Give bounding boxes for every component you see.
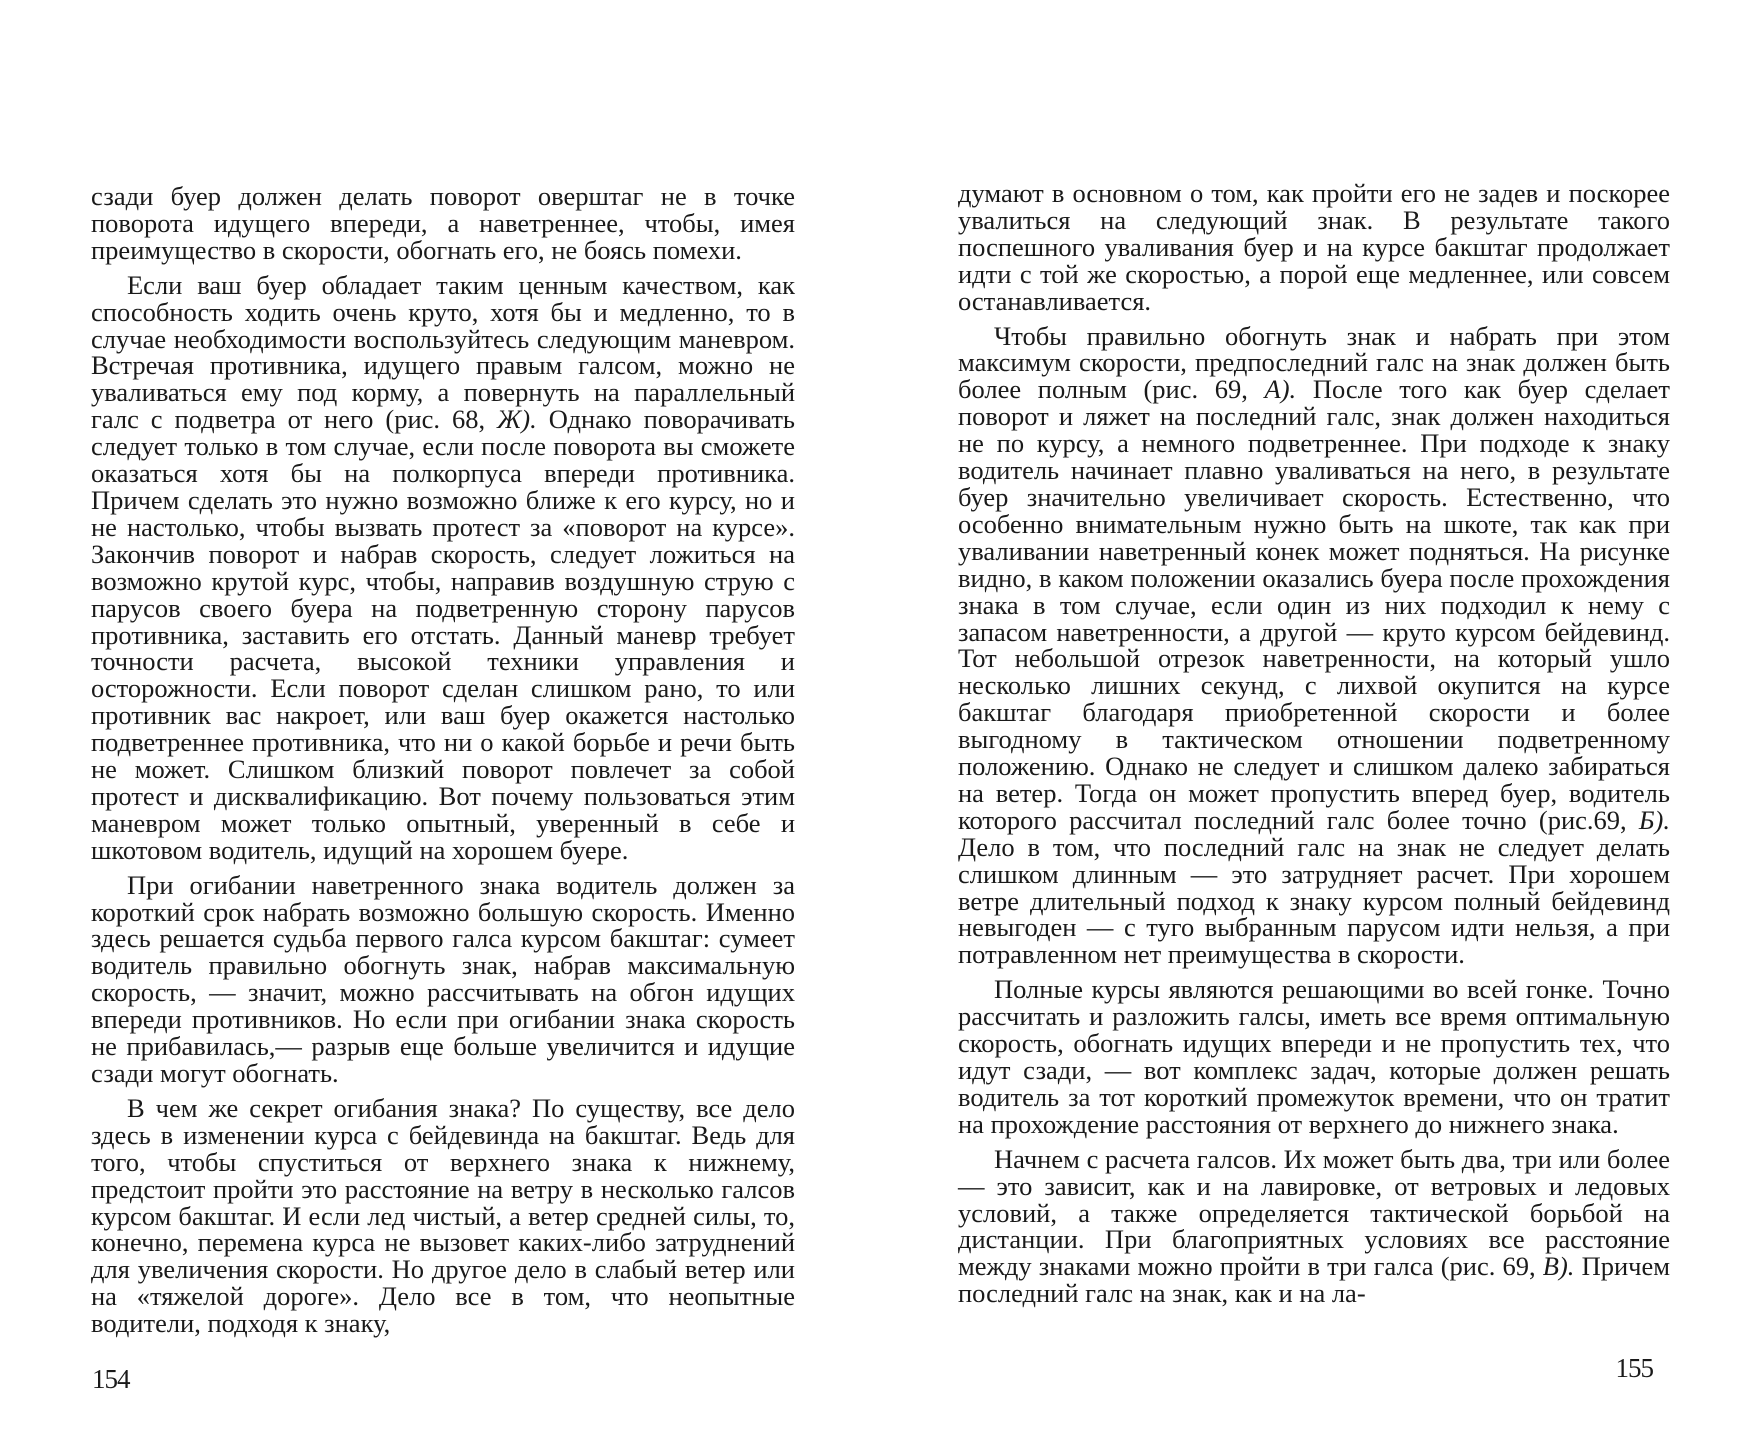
- paragraph-text: После того как буер сделает поворот и ляжет на последний галс, знак должен находиться не по курсу, а немного подветреннее. При подходе к знаку водитель начинает плавно уваливаться на него, в результате буер значительно увеличивает скорость. Естественно, что особенно внимательным нужно быть на шкоте, так как при уваливании наветренный конек может подняться. На рисунке видно, в каком положении оказались буера после прохождения знака в том случае, если один из них подходил к нему с запасом наветренности, а другой — круто курсом бейдевинд. Тот небольшой отрезок наветренности, на который ушло несколько лишних секунд, с лихвой окупится на курсе бакштаг благодаря приобретенной скорости и более выгодному в тактическом отношении подветренному положению. Однако не следует и слишком далеко забираться на ветер. Тогда он может пропустить вперед буер, водитель которого рассчитал последний галс более точно (рис.69,: [958, 374, 1670, 835]
- paragraph-text: Причем последний галс на знак, как и на ла-: [958, 1251, 1670, 1309]
- left-page-text: [91, 183, 795, 1337]
- figure-reference: Б).: [1638, 804, 1670, 835]
- right-page: [872, 0, 1745, 1448]
- paragraph: [958, 1143, 1670, 1309]
- figure-reference: В).: [1542, 1251, 1575, 1282]
- paragraph: В чем же секрет огибания знака? По существу, все дело здесь в изменении курса с бейдевинда на бакштаг. Ведь для того, чтобы спуститься от верхнего знака к нижнему, предстоит пройти это расстояние на ветру в несколько галсов курсом бакштаг. И если лед чистый, а ветер средней силы, то, конечно, перемена курса не вызовет каких-либо затруднений для увеличения скорости. Но другое дело в слабый ветер или на «тяжелой дороге». Дело все в том, что неопытные водители, подходя к знаку,: [91, 1092, 795, 1339]
- paragraph: Полные курсы являются решающими во всей гонке. Точно рассчитать и разложить галсы, иметь все время оптимальную скорость, обогнать идущих впереди и не пропустить тех, что идут сзади, — вот комплекс задач, которые должен решать водитель за тот короткий промежуток времени, что он тратит на прохождение расстояния от верхнего до нижнего знака.: [958, 974, 1670, 1139]
- paragraph-text: Если ваш буер обладает таким ценным качеством, как способность ходить очень круто, хотя бы и медленно, то в случае необходимости воспользуйтесь следующим маневром. Встречая противника, идущего правым галсом, можно не уваливаться ему под корму, а повернуть на параллельный галс с подветра от него (рис. 68,: [91, 269, 795, 435]
- page-number: 154: [92, 1364, 130, 1394]
- paragraph: [958, 320, 1670, 970]
- paragraph-text: Чтобы правильно обогнуть знак и набрать при этом максимум скорости, предпоследний галс на знак должен быть более полным (рис. 69,: [958, 320, 1670, 405]
- paragraph-text: Начнем с расчета галсов. Их может быть два, три или более — это зависит, как и на лавировке, от ветровых и ледовых условий, а также определяется тактической борьбой на дистанции. При благоприятных условиях все расстояние между знаками можно пройти в три галса (рис. 69,: [958, 1143, 1670, 1282]
- paragraph-text: Дело в том, что последний галс на знак не следует делать слишком длинным — это затрудняет расчет. При хорошем ветре длительный подход к знаку курсом полный бейдевинд невыгоден — с туго выбранным парусом идти нельзя, а при потравленном нет преимущества в скорости.: [958, 831, 1670, 970]
- figure-reference: А).: [1264, 374, 1297, 405]
- paragraph-text: Однако поворачивать следует только в том случае, если после поворота вы сможете оказаться хотя бы на полкорпуса впереди противника. Причем сделать это нужно возможно ближе к его курсу, но и не настолько, чтобы вызвать протест за «поворот на курсе». Закончив поворот и набрав скорость, следует ложиться на возможно крутой курс, чтобы, направив воздушную струю с парусов своего буера на подветренную сторону парусов противника, заставить его отстать. Данный маневр требует точности расчета, высокой техники управления и осторожности. Если поворот сделан слишком рано, то или противник вас накроет, или ваш буер окажется настолько подветреннее противника, что ни о какой борьбе и речи быть не может. Слишком близкий поворот повлечет за собой протест и дисквалификацию. Вот почему пользоваться этим маневром может только опытный, уверенный в себе и шкотовом водитель, идущий на хорошем буере.: [91, 404, 795, 865]
- paragraph: При огибании наветренного знака водитель должен за короткий срок набрать возможно большую скорость. Именно здесь решается судьба первого галса курсом бакштаг: сумеет водитель правильно обогнуть знак, набрав максимальную скорость, — значит, можно рассчитывать на обгон идущих впереди противников. Но если при огибании знака скорость не прибавилась,— разрыв еще больше увеличится и идущие сзади могут обогнать.: [91, 869, 795, 1088]
- paragraph: думают в основном о том, как пройти его не задев и поскорее увалиться на следующий знак. В результате такого поспешного уваливания буер и на курсе бакштаг продолжает идти с той же скоростью, а порой еще медленнее, или совсем останавливается.: [958, 178, 1670, 316]
- paragraph: [91, 269, 795, 865]
- figure-reference: Ж).: [497, 404, 537, 435]
- paragraph: сзади буер должен делать поворот оверштаг не в точке поворота идущего впереди, а наветреннее, чтобы, имея преимущество в скорости, обогнать его, не боясь помехи.: [91, 181, 795, 265]
- page-number: 155: [1615, 1353, 1653, 1383]
- right-page-text: [958, 180, 1670, 1307]
- left-page: [0, 0, 872, 1448]
